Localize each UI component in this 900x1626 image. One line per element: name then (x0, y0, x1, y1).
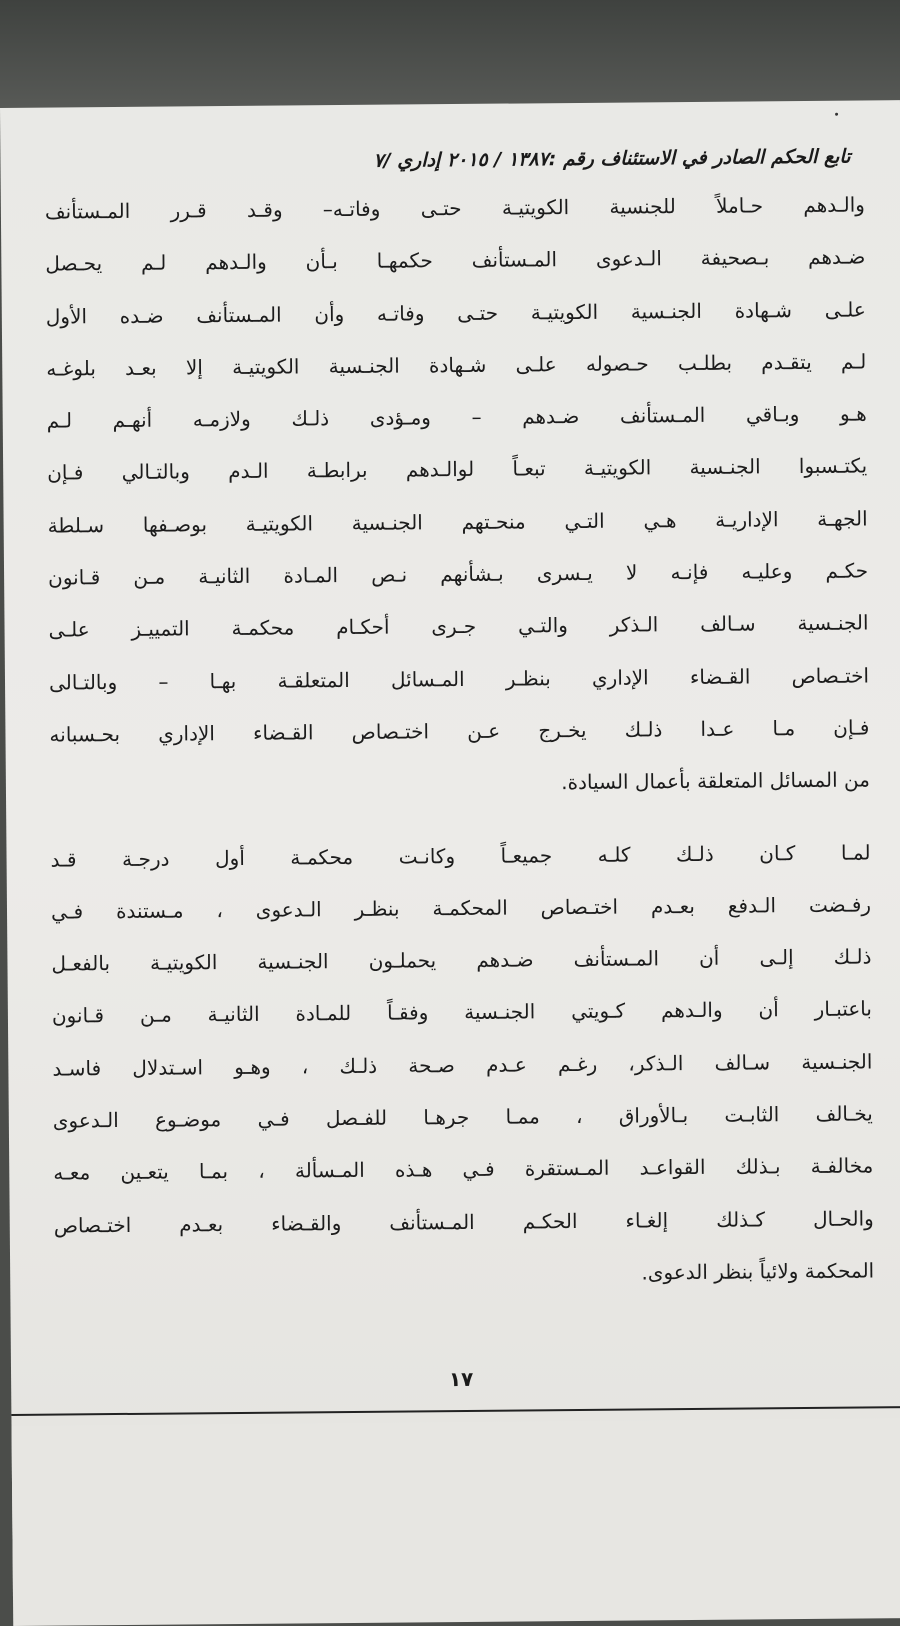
text-line: اختـصاص القـضاء الإداري بنظـر المـسائل المتعلقـة بهـا – وبالتـالى (48, 663, 870, 695)
page-header: تابع الحكم الصادر في الاستئناف رقم :١٣٨٧ / ٢٠١٥ إداري /٧ (373, 145, 851, 172)
text-line: لمـا كـان ذلـك كلـه جميعـاً وكانـت محكمـة أول درجـة قـد (50, 839, 871, 872)
paper-mark (835, 113, 838, 116)
text-line: ضـدهم بـصحيفة الـدعوى المـستأنف حكمهـا بـأن والـدهم لـم يحـصل (45, 244, 866, 276)
text-line: والـدهم حـاملاً للجنسية الكويتيـة حتـى وفاتـه– وقـد قـرر المـستأنف (44, 192, 865, 224)
text-line: هـو وبـاقي المـستأنف ضـدهم – ومـؤدى ذلـك ولازمـه أنهـم لـم (46, 401, 867, 433)
text-line: حكـم وعليـه فإنـه لا يـسرى بـشأنهم نـص المـادة الثانيـة مـن قـانون (47, 558, 869, 590)
text-line: يكتـسبوا الجنـسية الكويتيـة تبعـاً لوالـدهم برابطـة الـدم وبالتـالي فـإن (47, 453, 868, 486)
document-page (0, 100, 900, 1600)
text-line: الجهـة الإداريـة هـي التـي منحـتهم الجنـسية الكويتيـة بوصـفها سـلطة (47, 506, 868, 538)
text-line: الجنـسية سـالف الـذكر والتـي جـرى أحكـام محكمـة التمييـز علـى (48, 610, 869, 642)
text-line: ذلـك إلـى أن المـستأنف ضـدهم يحملـون الجنـسية الكويتيـة بالفعـل (51, 944, 872, 976)
paragraph-2 (50, 826, 874, 1304)
text-line: المحكمة ولائياً بنظر الدعوى. (641, 1258, 875, 1285)
text-line: باعتبـار أن والـدهم كـويتي الجنـسية وفقـاً للمـادة الثانيـة مـن قـانون (51, 996, 872, 1029)
page-number: ١٧ (448, 1366, 474, 1392)
text-line: فـإن مـا عـدا ذلـك يخـرج عـن اختـصاص القـضاء الإداري بحـسبانه (49, 715, 870, 747)
next-page-edge (12, 1418, 900, 1626)
text-line: لـم يتقـدم بطلـب حـصوله علـى شـهادة الجنـسية الكويتيـة إلا بعـد بلوغـه (46, 349, 867, 381)
text-line: من المسائل المتعلقة بأعمال السيادة. (561, 767, 870, 795)
text-line: الجنـسية سـالف الـذكر، رغـم عـدم صـحة ذلـك ، وهـو اسـتدلال فاسـد (52, 1049, 873, 1081)
footer-divider (11, 1406, 900, 1416)
text-line: والحـال كـذلك إلغـاء الحكـم المـستأنف والقـضاء بعـدم اختـصاص (53, 1206, 874, 1238)
page-body (45, 178, 875, 1303)
text-line: مخالفـة بـذلك القواعـد المـستقرة فـي هـذه المـسألة ، بمـا يتعـين معـه (53, 1153, 874, 1185)
text-line: يخـالف الثابـت بـالأوراق ، ممـا جرهـا للفـصل فـي موضـوع الـدعوى (52, 1101, 873, 1133)
text-line: رفـضت الـدفع بعـدم اختـصاص المحكمـة بنظـر الـدعوى ، مـستندة فـي (50, 892, 872, 924)
paragraph-1 (45, 178, 870, 813)
text-line: علـى شـهادة الجنـسية الكويتيـة حتـى وفاتـه وأن المـستأنف ضـده الأول (45, 297, 866, 329)
